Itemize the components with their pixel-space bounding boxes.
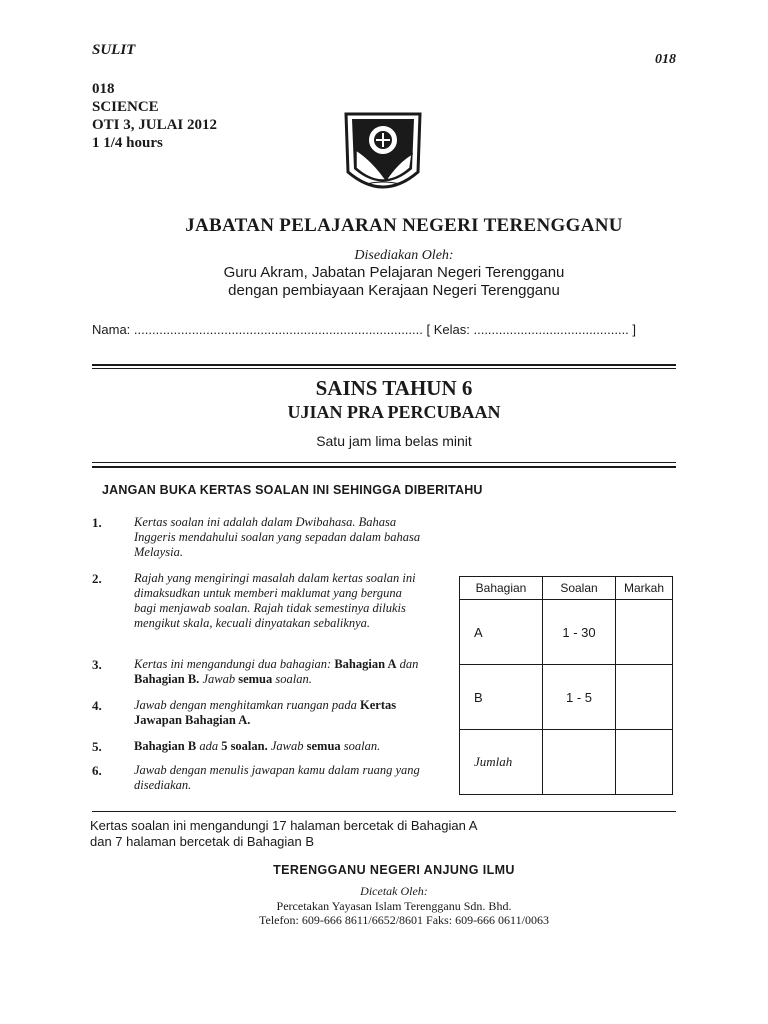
- prepared-by-text: [0, 264, 768, 300]
- instruction-item: [92, 739, 422, 754]
- page-count-line-2: dan 7 halaman bercetak di Bahagian B: [90, 834, 315, 849]
- meta-code: 018: [92, 81, 115, 97]
- instruction-item: [92, 515, 422, 560]
- meta-subject: SCIENCE: [92, 99, 159, 115]
- middle-divider-thin: [92, 462, 676, 463]
- do-not-open-warning: JANGAN BUKA KERTAS SOALAN INI SEHINGGA DIBERITAHU: [102, 483, 483, 497]
- prepared-by-line-1: Guru Akram, Jabatan Pelajaran Negeri Terengganu: [223, 264, 565, 281]
- paper-title: SAINS TAHUN 6: [315, 376, 473, 400]
- instruction-number: 2.: [92, 571, 102, 586]
- table-row: [460, 600, 673, 665]
- top-divider-thin: [92, 368, 676, 369]
- instruction-item: [92, 571, 422, 631]
- class-field[interactable]: ...........................................: [473, 322, 629, 337]
- state-motto: TERENGGANU NEGERI ANJUNG ILMU: [273, 863, 515, 877]
- instruction-text: Rajah yang mengiringi masalah dalam kertas soalan ini dimaksudkan untuk memberi maklumat yang berguna bagi menjawab soalan. Rajah tidak semestinya dilukis mengikut skala, kecuali dinyatakan sebaliknya.: [134, 571, 416, 630]
- instruction-number: 3.: [92, 657, 102, 672]
- printer-contact: Telefon: 609-666 8611/6652/8601 Faks: 609-666 0611/0063: [259, 913, 549, 927]
- page-count-note: [90, 818, 477, 850]
- instruction-item: [92, 763, 422, 793]
- printer-name: Percetakan Yayasan Islam Terengganu Sdn. Bhd.: [276, 899, 512, 913]
- cell-bahagian: A: [460, 600, 543, 665]
- cell-markah[interactable]: [616, 730, 673, 795]
- name-field[interactable]: ................................................................................: [133, 322, 423, 337]
- page-count-line-1: Kertas soalan ini mengandungi 17 halaman bercetak di Bahagian A: [90, 818, 478, 833]
- name-label: Nama:: [92, 322, 131, 337]
- cell-bahagian: B: [460, 665, 543, 730]
- meta-duration: 1 1/4 hours: [92, 135, 163, 151]
- cell-markah[interactable]: [616, 600, 673, 665]
- class-bracket-close: ]: [632, 322, 637, 337]
- instruction-text: Bahagian B ada 5 soalan. Jawab semua soalan.: [134, 739, 381, 753]
- cell-markah[interactable]: [616, 665, 673, 730]
- paper-duration: Satu jam lima belas minit: [316, 433, 472, 449]
- cell-soalan: [543, 730, 616, 795]
- state-education-crest-logo: [342, 110, 424, 202]
- table-row: [460, 730, 673, 795]
- column-header-bahagian: Bahagian: [460, 577, 543, 600]
- header-paper-code: 018: [655, 52, 676, 67]
- column-header-markah: Markah: [616, 577, 673, 600]
- prepared-by-line-2: dengan pembiayaan Kerajaan Negeri Terengganu: [228, 282, 560, 299]
- header-confidential-label: SULIT: [92, 42, 136, 58]
- cell-soalan: 1 - 30: [543, 600, 616, 665]
- meta-exam: OTI 3, JULAI 2012: [92, 117, 218, 133]
- paper-meta: [92, 80, 217, 152]
- student-details-row: [92, 322, 682, 337]
- marks-table: [459, 576, 673, 795]
- printed-by-label: Dicetak Oleh:: [360, 884, 428, 898]
- prepared-by-label: Disediakan Oleh:: [354, 248, 454, 263]
- department-heading: JABATAN PELAJARAN NEGERI TERENGGANU: [185, 215, 623, 236]
- table-row: [460, 665, 673, 730]
- instruction-item: [92, 698, 422, 728]
- instruction-text: Kertas ini mengandungi dua bahagian: Bahagian A dan Bahagian B. Jawab semua soalan.: [134, 657, 419, 686]
- cell-bahagian: Jumlah: [460, 730, 543, 795]
- instruction-number: 6.: [92, 763, 102, 778]
- instruction-number: 1.: [92, 515, 102, 530]
- instruction-number: 5.: [92, 739, 102, 754]
- top-divider: [92, 364, 676, 366]
- instruction-text: Jawab dengan menulis jawapan kamu dalam ruang yang disediakan.: [134, 763, 420, 792]
- paper-subtitle: UJIAN PRA PERCUBAAN: [287, 402, 501, 422]
- middle-divider: [92, 466, 676, 468]
- class-label: [ Kelas:: [426, 322, 470, 337]
- marks-table-header-row: [460, 577, 673, 600]
- instruction-item: [92, 657, 422, 687]
- cell-soalan: 1 - 5: [543, 665, 616, 730]
- column-header-soalan: Soalan: [543, 577, 616, 600]
- bottom-divider: [92, 811, 676, 812]
- instruction-number: 4.: [92, 698, 102, 713]
- instruction-text: Jawab dengan menghitamkan ruangan pada Kertas Jawapan Bahagian A.: [134, 698, 397, 727]
- instruction-text: Kertas soalan ini adalah dalam Dwibahasa. Bahasa Inggeris mendahului soalan yang sepadan dalam bahasa Melaysia.: [134, 515, 421, 559]
